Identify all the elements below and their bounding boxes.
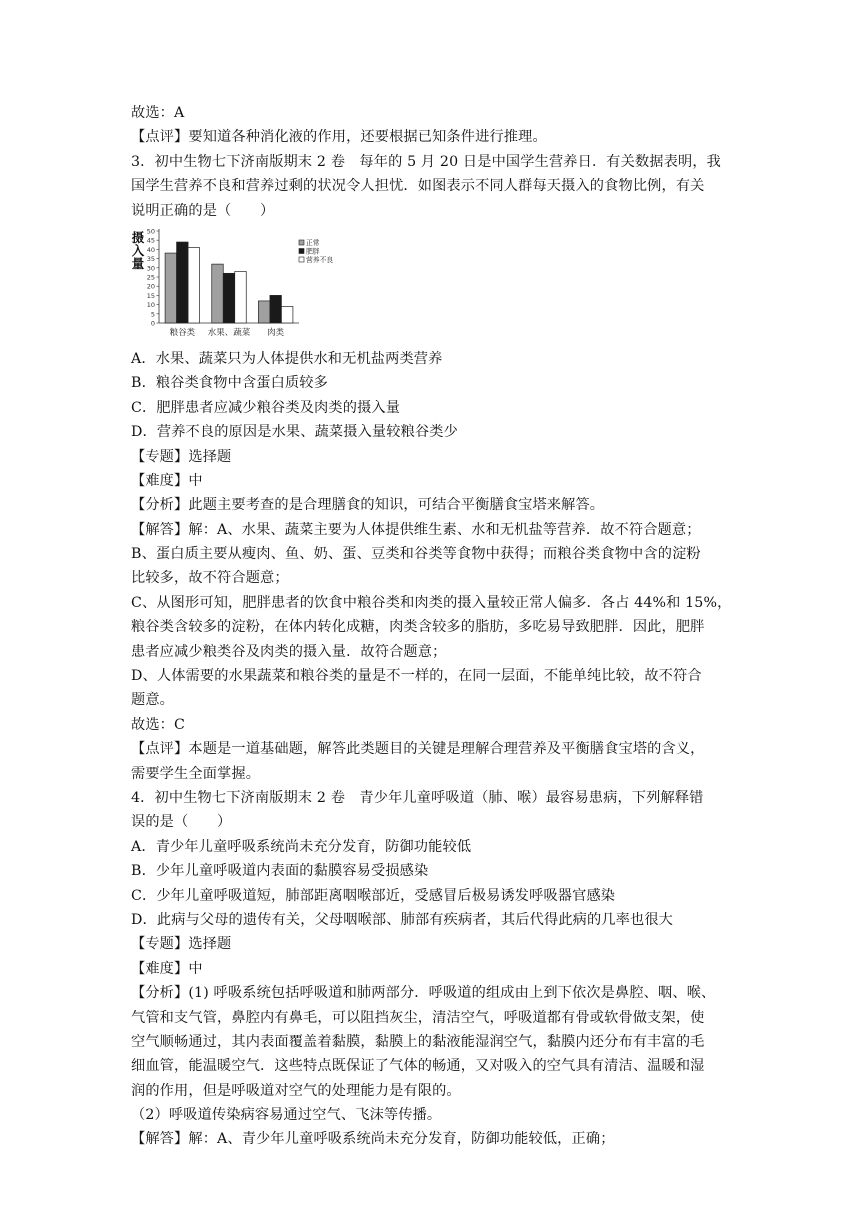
text-line: 【难度】中 (131, 472, 203, 489)
text-line: 空气顺畅通过，其内表面覆盖着黏膜，黏膜上的黏液能湿润空气，黏膜内还分布有丰富的毛 (131, 1033, 705, 1050)
text-line: 【分析】此题主要考查的是合理膳食的知识，可结合平衡膳食宝塔来解答。 (131, 497, 605, 514)
y-axis-label-char: 摄 (131, 229, 145, 245)
bar-正常-粮谷类 (165, 253, 177, 323)
chart-svg (131, 226, 351, 344)
bar-肥胖-肉类 (270, 295, 282, 323)
text-line: 【解答】解：A、青少年儿童呼吸系统尚未充分发育，防御功能较低，正确； (131, 1131, 615, 1148)
food-intake-chart (131, 226, 351, 344)
text-line: C．肥胖患者应减少粮谷类及肉类的摄入量 (131, 399, 401, 416)
text-line: （2）呼吸道传染病容易通过空气、飞沫等传播。 (131, 1107, 442, 1124)
legend-label: 肥胖 (306, 247, 320, 256)
text-line: A．水果、蔬菜只为人体提供水和无机盐两类营养 (131, 350, 443, 367)
text-line: 故选：A (131, 105, 185, 121)
text-line: 说明正确的是（ ） (131, 202, 275, 219)
y-axis-label-char: 量 (131, 255, 145, 271)
x-tick-label: 肉类 (267, 327, 285, 338)
text-line: 患者应减少粮类谷及肉类的摄入量．故符合题意； (131, 643, 447, 660)
text-line: B．少年儿童呼吸道内表面的黏膜容易受损感染 (131, 863, 429, 880)
text-line: C、从图形可知，肥胖患者的饮食中粮谷类和肉类的摄入量较正常人偏多．各占 44%和 15%， (131, 594, 732, 611)
text-line: 题意。 (131, 692, 175, 709)
text-line: D、人体需要的水果蔬菜和粮谷类的量是不一样的，在同一层面，不能单纯比较，故不符合 (131, 668, 702, 685)
text-line: 【专题】选择题 (131, 936, 232, 953)
y-tick-label: 0 (150, 319, 155, 328)
legend-swatch (299, 240, 304, 245)
text-line: C．少年儿童呼吸道短，肺部距离咽喉部近，受感冒后极易诱发呼吸器官感染 (131, 887, 616, 904)
text-line: B、蛋白质主要从瘦肉、鱼、奶、蛋、豆类和谷类等食物中获得；而粮谷类食物中含的淀粉 (131, 546, 701, 563)
y-tick-label: 15 (146, 291, 155, 300)
text-line: 误的是（ ） (131, 814, 232, 831)
y-tick-label: 50 (146, 227, 155, 236)
text-line: D．此病与父母的遗传有关，父母咽喉部、肺部有疾病者，其后代得此病的几率也很大 (131, 911, 674, 928)
legend-label: 营养不良 (306, 255, 334, 264)
text-line: 粮谷类含较多的淀粉，在体内转化成糖，肉类含较多的脂肪，多吃易导致肥胖．因此，肥胖 (131, 619, 705, 636)
legend-swatch (299, 257, 304, 262)
x-tick-label: 水果、蔬菜 (207, 327, 251, 338)
y-axis-label-char: 入 (131, 242, 145, 258)
y-tick-label: 30 (146, 264, 155, 273)
bar-肥胖-水果、蔬菜 (223, 273, 235, 323)
text-line: 气管和支气管，鼻腔内有鼻毛，可以阻挡灰尘，清洁空气，呼吸道都有骨或软骨做支架，使 (131, 1009, 705, 1026)
text-line: 3．初中生物七下济南版期末 2 卷 每年的 5 月 20 日是中国学生营养日．有关数据表明，我 (131, 153, 721, 170)
text-line: 细血管，能温暖空气．这些特点既保证了气体的畅通，又对吸入的空气具有清洁、温暖和湿 (131, 1058, 705, 1075)
legend-swatch (299, 248, 304, 253)
text-line: 【难度】中 (131, 960, 203, 977)
text-line: A．青少年儿童呼吸系统尚未充分发育，防御功能较低 (131, 838, 472, 855)
text-line: 国学生营养不良和营养过剩的状况令人担忧．如图表示不同人群每天摄入的食物比例，有关 (131, 178, 705, 195)
legend-label: 正常 (306, 238, 320, 247)
bar-营养不良-水果、蔬菜 (235, 271, 247, 323)
y-tick-label: 5 (150, 310, 155, 319)
text-line: 故选：C (131, 716, 186, 733)
text-line: 【分析】(1) 呼吸系统包括呼吸道和肺两部分．呼吸道的组成由上到下依次是鼻腔、咽、喉、 (131, 985, 716, 1002)
text-line: 【点评】要知道各种消化液的作用，还要根据已知条件进行推理。 (131, 129, 547, 146)
y-tick-label: 20 (146, 282, 155, 291)
x-tick-label: 粮谷类 (169, 327, 196, 338)
text-line: 【点评】本题是一道基础题，解答此类题目的关键是理解合理营养及平衡膳食宝塔的含义， (131, 741, 705, 758)
bar-营养不良-粮谷类 (188, 248, 200, 323)
text-line: 比较多，故不符合题意； (131, 570, 289, 587)
text-block-top (131, 101, 731, 223)
text-line: 润的作用，但是呼吸道对空气的处理能力是有限的。 (131, 1082, 461, 1099)
bar-营养不良-肉类 (281, 306, 293, 323)
text-line: B．粮谷类食物中含蛋白质较多 (131, 375, 328, 392)
text-line: 4．初中生物七下济南版期末 2 卷 青少年儿童呼吸道（肺、喉）最容易患病，下列解释错 (131, 789, 704, 806)
y-tick-label: 40 (146, 245, 155, 254)
y-tick-label: 25 (146, 273, 155, 282)
text-line: 【解答】解：A、水果、蔬菜主要为人体提供维生素、水和无机盐等营养．故不符合题意； (131, 521, 701, 538)
text-block-bottom (131, 347, 731, 1152)
bar-正常-水果、蔬菜 (212, 264, 224, 323)
y-tick-label: 10 (146, 301, 155, 310)
text-line: 【专题】选择题 (131, 448, 232, 465)
text-line: 需要学生全面掌握。 (131, 765, 261, 782)
y-tick-label: 45 (146, 236, 155, 245)
document-page (131, 101, 731, 1152)
y-tick-label: 35 (146, 255, 155, 264)
text-line: D．营养不良的原因是水果、蔬菜摄入量较粮谷类少 (131, 424, 458, 441)
bar-肥胖-粮谷类 (177, 242, 189, 323)
bar-正常-肉类 (258, 301, 270, 323)
